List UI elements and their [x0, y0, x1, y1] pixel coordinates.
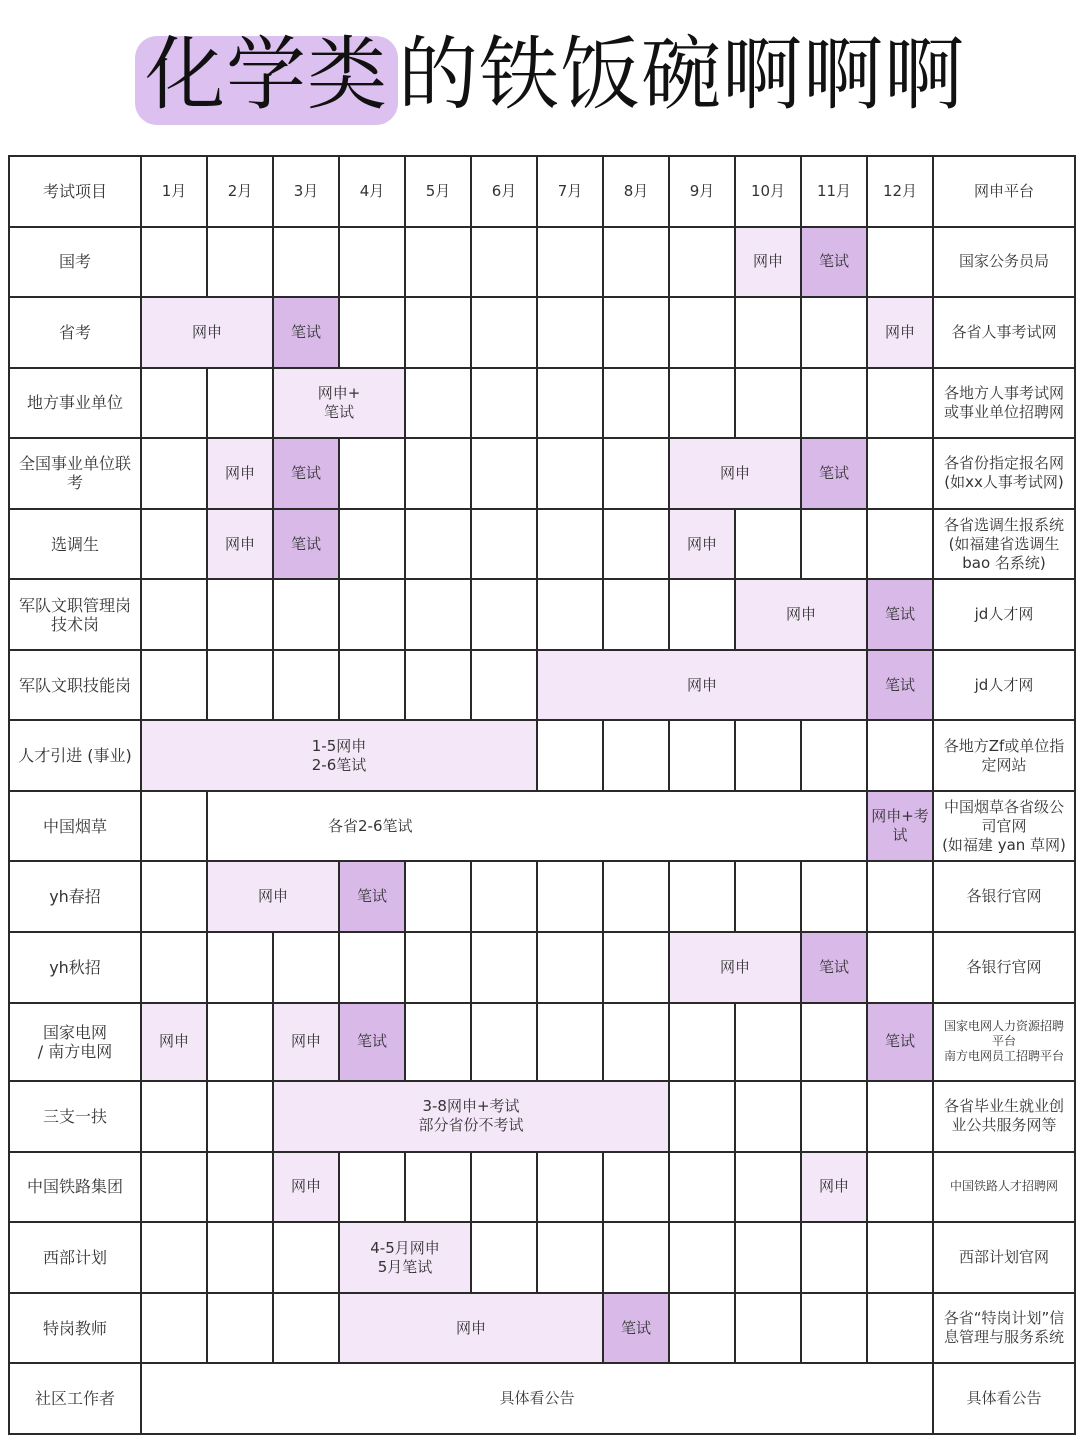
row-name: 国考 — [9, 227, 141, 298]
empty-cell — [669, 1152, 735, 1223]
empty-cell — [537, 932, 603, 1003]
empty-cell — [273, 579, 339, 650]
page-title — [0, 20, 1080, 140]
empty-cell — [603, 509, 669, 580]
empty-cell — [801, 297, 867, 368]
empty-cell — [405, 861, 471, 932]
empty-cell — [471, 579, 537, 650]
empty-cell — [141, 932, 207, 1003]
header-month: 12月 — [867, 156, 933, 227]
empty-cell — [801, 1293, 867, 1364]
row-name: 军队文职管理岗 技术岗 — [9, 579, 141, 650]
schedule-cell: 笔试 — [339, 1003, 405, 1082]
empty-cell — [471, 650, 537, 721]
row-platform: 各地方Zf或单位指 定网站 — [933, 720, 1075, 791]
header-month: 10月 — [735, 156, 801, 227]
row-name: yh春招 — [9, 861, 141, 932]
empty-cell — [735, 1222, 801, 1293]
empty-cell — [471, 297, 537, 368]
empty-cell — [801, 720, 867, 791]
empty-cell — [603, 1003, 669, 1082]
empty-cell — [801, 1003, 867, 1082]
empty-cell — [339, 297, 405, 368]
empty-cell — [207, 1222, 273, 1293]
header-item: 考试项目 — [9, 156, 141, 227]
table-row — [9, 227, 1075, 298]
row-name: 地方事业单位 — [9, 368, 141, 439]
schedule-cell: 网申 — [669, 509, 735, 580]
schedule-cell: 网申 — [207, 438, 273, 509]
header-row — [9, 156, 1075, 227]
empty-cell — [471, 932, 537, 1003]
empty-cell — [735, 861, 801, 932]
empty-cell — [537, 1222, 603, 1293]
empty-cell — [405, 1152, 471, 1223]
empty-cell — [801, 861, 867, 932]
empty-cell — [141, 1293, 207, 1364]
empty-cell — [207, 1152, 273, 1223]
empty-cell — [537, 368, 603, 439]
header-month: 2月 — [207, 156, 273, 227]
schedule-cell: 笔试 — [867, 650, 933, 721]
schedule-cell: 4-5月网申 5月笔试 — [339, 1222, 471, 1293]
table-row — [9, 1003, 1075, 1082]
empty-cell — [867, 932, 933, 1003]
schedule-cell: 网申 — [273, 1003, 339, 1082]
empty-cell — [537, 1003, 603, 1082]
row-name: 三支一扶 — [9, 1081, 141, 1152]
empty-cell — [801, 1222, 867, 1293]
empty-cell — [801, 1081, 867, 1152]
header-platform: 网申平台 — [933, 156, 1075, 227]
empty-cell — [471, 368, 537, 439]
schedule-cell: 笔试 — [339, 861, 405, 932]
empty-cell — [207, 1293, 273, 1364]
empty-cell — [141, 438, 207, 509]
empty-cell — [405, 509, 471, 580]
table-row — [9, 1081, 1075, 1152]
empty-cell — [735, 720, 801, 791]
empty-cell — [141, 791, 207, 862]
empty-cell — [405, 932, 471, 1003]
schedule-cell: 网申 — [801, 1152, 867, 1223]
row-name: 特岗教师 — [9, 1293, 141, 1364]
header-month: 5月 — [405, 156, 471, 227]
empty-cell — [537, 579, 603, 650]
header-month: 9月 — [669, 156, 735, 227]
schedule-cell: 网申 — [141, 1003, 207, 1082]
schedule-cell: 笔试 — [801, 438, 867, 509]
schedule-cell: 笔试 — [801, 227, 867, 298]
empty-cell — [867, 368, 933, 439]
empty-cell — [537, 509, 603, 580]
empty-cell — [471, 509, 537, 580]
empty-cell — [339, 1152, 405, 1223]
empty-cell — [207, 1081, 273, 1152]
empty-cell — [405, 1003, 471, 1082]
schedule-cell: 笔试 — [273, 509, 339, 580]
empty-cell — [735, 1003, 801, 1082]
empty-cell — [669, 1003, 735, 1082]
schedule-cell: 网申 — [537, 650, 867, 721]
row-name: 省考 — [9, 297, 141, 368]
header-month: 8月 — [603, 156, 669, 227]
schedule-cell: 笔试 — [801, 932, 867, 1003]
table-row — [9, 1293, 1075, 1364]
row-platform: 各银行官网 — [933, 861, 1075, 932]
schedule-cell: 网申 — [141, 297, 273, 368]
row-platform: 中国铁路人才招聘网 — [933, 1152, 1075, 1223]
empty-cell — [735, 1293, 801, 1364]
empty-cell — [603, 861, 669, 932]
empty-cell — [669, 227, 735, 298]
schedule-cell: 笔试 — [867, 1003, 933, 1082]
row-platform: 具体看公告 — [933, 1363, 1075, 1434]
empty-cell — [603, 932, 669, 1003]
row-name: 选调生 — [9, 509, 141, 580]
empty-cell — [735, 1081, 801, 1152]
empty-cell — [735, 297, 801, 368]
header-month: 6月 — [471, 156, 537, 227]
row-name: 社区工作者 — [9, 1363, 141, 1434]
table-row — [9, 932, 1075, 1003]
empty-cell — [669, 861, 735, 932]
empty-cell — [471, 227, 537, 298]
empty-cell — [867, 509, 933, 580]
empty-cell — [669, 1081, 735, 1152]
schedule-cell: 网申 — [207, 861, 339, 932]
schedule-cell: 网申 — [273, 1152, 339, 1223]
row-name: 全国事业单位联考 — [9, 438, 141, 509]
schedule-cell: 网申 — [735, 227, 801, 298]
table-row — [9, 1222, 1075, 1293]
title-highlight: 化学类 — [135, 28, 398, 121]
empty-cell — [471, 1222, 537, 1293]
header-month: 11月 — [801, 156, 867, 227]
table-row — [9, 438, 1075, 509]
empty-cell — [273, 932, 339, 1003]
empty-cell — [801, 368, 867, 439]
exam-schedule-table — [8, 155, 1076, 1435]
empty-cell — [405, 368, 471, 439]
empty-cell — [471, 438, 537, 509]
schedule-cell: 3-8网申+考试 部分省份不考试 — [273, 1081, 669, 1152]
row-platform: jd人才网 — [933, 650, 1075, 721]
row-platform: 各省人事考试网 — [933, 297, 1075, 368]
empty-cell — [339, 438, 405, 509]
row-name: 国家电网 / 南方电网 — [9, 1003, 141, 1082]
row-name: 军队文职技能岗 — [9, 650, 141, 721]
empty-cell — [405, 438, 471, 509]
empty-cell — [273, 227, 339, 298]
empty-cell — [867, 438, 933, 509]
row-platform: 中国烟草各省级公 司官网 (如福建 yan 草网) — [933, 791, 1075, 862]
empty-cell — [405, 227, 471, 298]
empty-cell — [669, 1293, 735, 1364]
schedule-cell: 网申+考 试 — [867, 791, 933, 862]
table-row — [9, 509, 1075, 580]
empty-cell — [537, 720, 603, 791]
empty-cell — [867, 1293, 933, 1364]
empty-cell — [867, 1152, 933, 1223]
empty-cell — [867, 861, 933, 932]
empty-cell — [735, 1152, 801, 1223]
row-platform: 国家公务员局 — [933, 227, 1075, 298]
empty-cell — [339, 650, 405, 721]
empty-cell — [141, 1081, 207, 1152]
empty-cell — [141, 1152, 207, 1223]
row-name: 中国烟草 — [9, 791, 141, 862]
table-row — [9, 1152, 1075, 1223]
table-row — [9, 368, 1075, 439]
schedule-cell: 1-5网申 2-6笔试 — [141, 720, 537, 791]
empty-cell — [141, 861, 207, 932]
empty-cell — [471, 1003, 537, 1082]
empty-cell — [141, 650, 207, 721]
empty-cell — [867, 1081, 933, 1152]
row-name: yh秋招 — [9, 932, 141, 1003]
empty-cell — [603, 227, 669, 298]
row-platform: 各省“特岗计划”信 息管理与服务系统 — [933, 1293, 1075, 1364]
empty-cell — [669, 368, 735, 439]
empty-cell — [339, 579, 405, 650]
header-month: 7月 — [537, 156, 603, 227]
empty-cell — [735, 509, 801, 580]
schedule-cell: 网申 — [339, 1293, 603, 1364]
empty-cell — [405, 579, 471, 650]
table-row — [9, 579, 1075, 650]
schedule-cell: 网申 — [669, 932, 801, 1003]
empty-cell — [603, 438, 669, 509]
empty-cell — [603, 297, 669, 368]
empty-cell — [603, 368, 669, 439]
schedule-cell: 笔试 — [273, 438, 339, 509]
empty-cell — [207, 227, 273, 298]
empty-cell — [537, 438, 603, 509]
empty-cell — [273, 1222, 339, 1293]
empty-cell — [141, 579, 207, 650]
empty-cell — [669, 297, 735, 368]
empty-cell — [141, 1222, 207, 1293]
table-row — [9, 720, 1075, 791]
schedule-cell: 网申+ 笔试 — [273, 368, 405, 439]
empty-cell — [273, 650, 339, 721]
empty-cell — [207, 932, 273, 1003]
empty-cell — [603, 1222, 669, 1293]
row-name: 中国铁路集团 — [9, 1152, 141, 1223]
empty-cell — [867, 1222, 933, 1293]
empty-cell — [669, 1222, 735, 1293]
empty-cell — [735, 368, 801, 439]
empty-cell — [537, 861, 603, 932]
empty-cell — [669, 720, 735, 791]
schedule-cell: 各省2-6笔试 — [207, 791, 867, 862]
row-platform: 西部计划官网 — [933, 1222, 1075, 1293]
empty-cell — [141, 509, 207, 580]
row-platform: 各省选调生报系统 (如福建省选调生 bao 名系统) — [933, 509, 1075, 580]
header-month: 1月 — [141, 156, 207, 227]
table-row — [9, 861, 1075, 932]
table-row — [9, 791, 1075, 862]
title-rest: 的铁饭碗啊啊啊 — [398, 28, 965, 121]
row-platform: 各地方人事考试网 或事业单位招聘网 — [933, 368, 1075, 439]
schedule-cell: 笔试 — [867, 579, 933, 650]
empty-cell — [141, 368, 207, 439]
header-month: 4月 — [339, 156, 405, 227]
row-platform: 各省份指定报名网 (如xx人事考试网) — [933, 438, 1075, 509]
schedule-cell: 网申 — [207, 509, 273, 580]
empty-cell — [207, 368, 273, 439]
empty-cell — [405, 650, 471, 721]
empty-cell — [537, 227, 603, 298]
schedule-cell: 笔试 — [273, 297, 339, 368]
table-row — [9, 297, 1075, 368]
table-row — [9, 1363, 1075, 1434]
schedule-cell: 具体看公告 — [141, 1363, 933, 1434]
empty-cell — [801, 509, 867, 580]
header-month: 3月 — [273, 156, 339, 227]
empty-cell — [273, 1293, 339, 1364]
empty-cell — [537, 1152, 603, 1223]
row-platform: 各省毕业生就业创 业公共服务网等 — [933, 1081, 1075, 1152]
schedule-cell: 网申 — [669, 438, 801, 509]
schedule-cell: 笔试 — [603, 1293, 669, 1364]
empty-cell — [471, 1152, 537, 1223]
empty-cell — [141, 227, 207, 298]
empty-cell — [207, 579, 273, 650]
empty-cell — [867, 720, 933, 791]
row-name: 人才引进 (事业) — [9, 720, 141, 791]
schedule-cell: 网申 — [867, 297, 933, 368]
row-platform: 国家电网人力资源招聘 平台 南方电网员工招聘平台 — [933, 1003, 1075, 1082]
row-platform: jd人才网 — [933, 579, 1075, 650]
empty-cell — [339, 509, 405, 580]
empty-cell — [867, 227, 933, 298]
schedule-cell: 网申 — [735, 579, 867, 650]
empty-cell — [669, 579, 735, 650]
empty-cell — [339, 227, 405, 298]
table-row — [9, 650, 1075, 721]
empty-cell — [471, 861, 537, 932]
empty-cell — [405, 297, 471, 368]
row-platform: 各银行官网 — [933, 932, 1075, 1003]
empty-cell — [603, 1152, 669, 1223]
empty-cell — [207, 1003, 273, 1082]
empty-cell — [603, 720, 669, 791]
empty-cell — [207, 650, 273, 721]
empty-cell — [537, 297, 603, 368]
row-name: 西部计划 — [9, 1222, 141, 1293]
empty-cell — [603, 579, 669, 650]
empty-cell — [339, 932, 405, 1003]
